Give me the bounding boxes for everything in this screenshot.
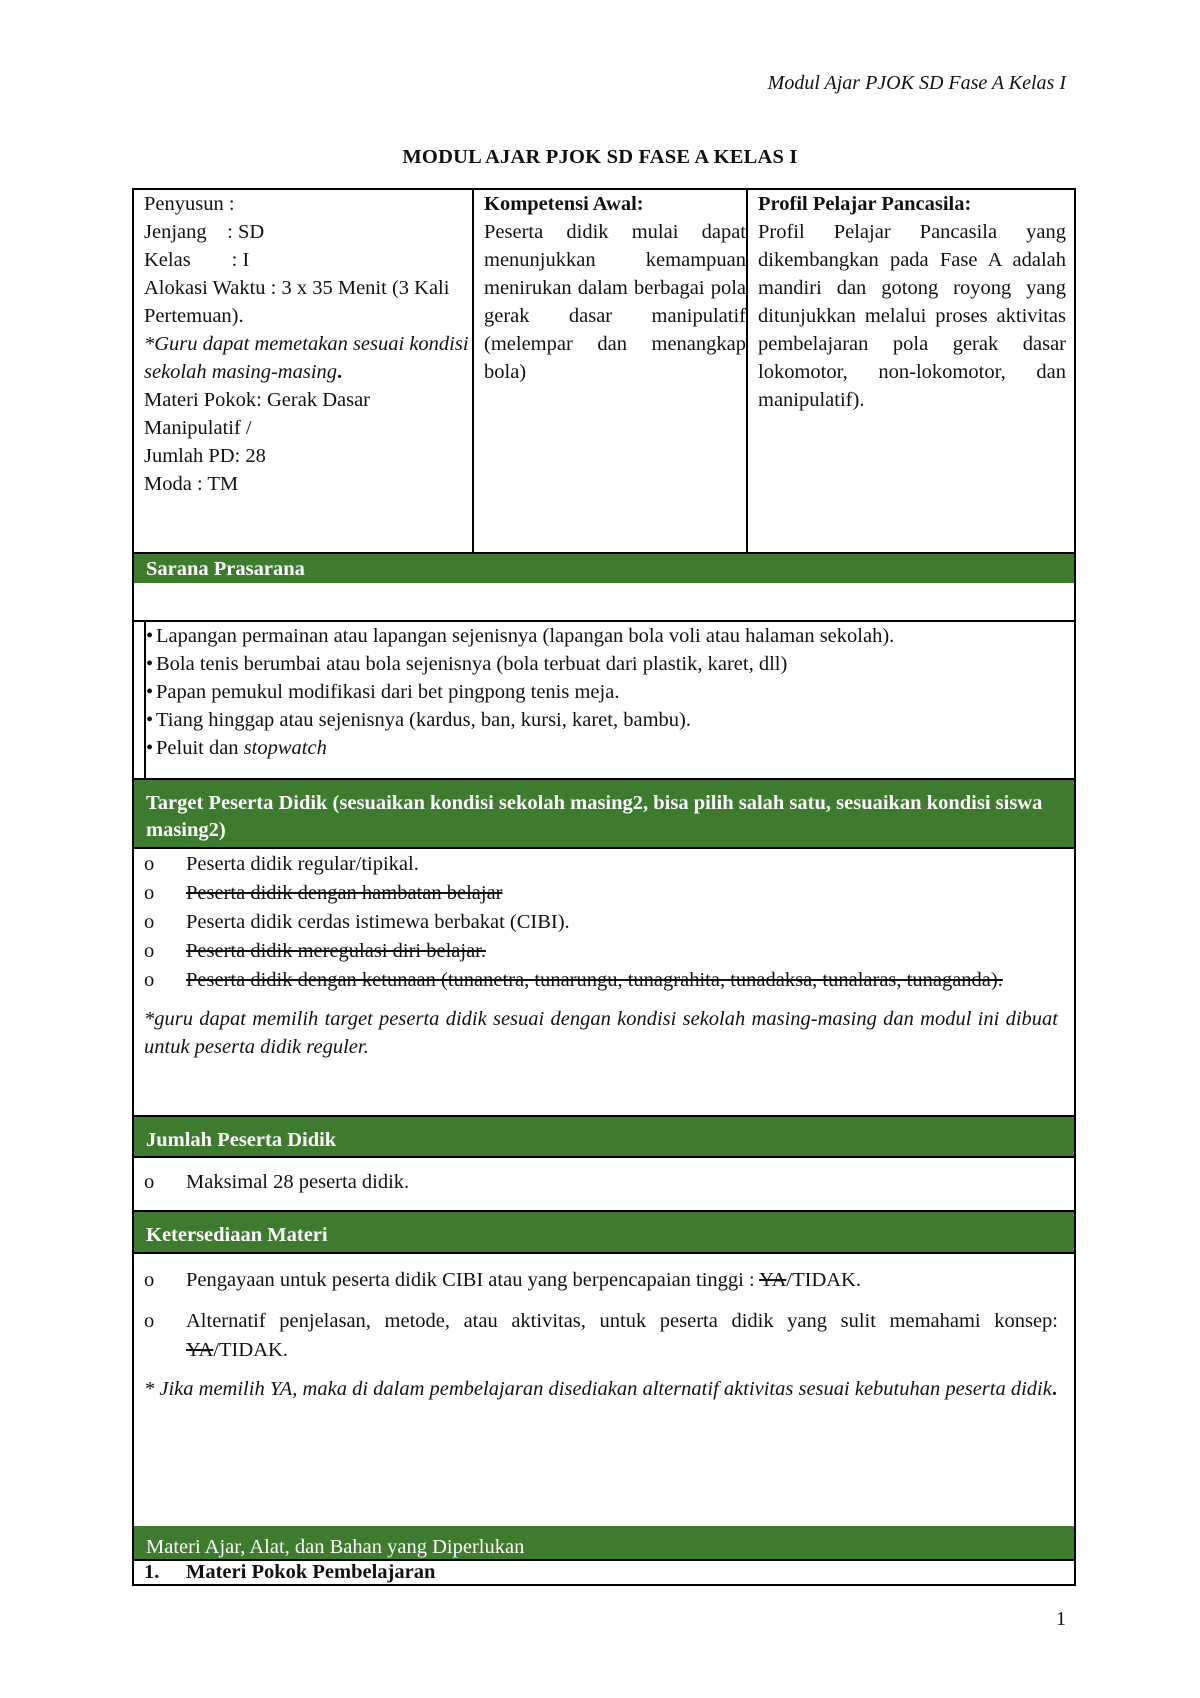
target-item	[144, 966, 1058, 995]
col-divider-2	[746, 190, 748, 554]
stopwatch-text: stopwatch	[243, 737, 327, 759]
target-item	[144, 879, 1058, 908]
target-list	[144, 850, 1058, 1061]
info-col-identity	[144, 190, 469, 498]
target-item-text: Peserta didik dengan hambatan belajar	[186, 882, 503, 904]
row-divider-4	[134, 847, 1074, 849]
alokasi-line: Alokasi Waktu : 3 x 35 Menit (3 Kali Pertemuan).	[144, 277, 450, 327]
penyusun-line: Penyusun :	[144, 193, 235, 215]
kompetensi-heading: Kompetensi Awal:	[484, 193, 644, 215]
sarana-list	[146, 622, 1070, 762]
sarana-item	[146, 734, 1070, 762]
target-item-text: Peserta didik cerdas istimewa berbakat (CIBI).	[186, 911, 570, 933]
guru-note-text: *Guru dapat memetakan sesuai kondisi sekolah masing-masing	[144, 333, 469, 383]
materi-pokok-subheading	[144, 1559, 1058, 1586]
bullet-icon: •	[146, 709, 154, 731]
sarana-item	[146, 650, 1070, 678]
sarana-item	[146, 706, 1070, 734]
jumlah-list	[144, 1168, 1058, 1197]
ketersediaan-item-text: Pengayaan untuk peserta didik CIBI atau yang berpencapaian tinggi :	[186, 1269, 760, 1291]
sarana-item-text: Peluit dan	[156, 737, 244, 759]
page-number: 1	[1056, 1608, 1066, 1630]
bullet-icon: •	[146, 625, 154, 647]
circle-bullet-icon: o	[144, 882, 155, 904]
ketersediaan-note-text: * Jika memilih YA, maka di dalam pembelajaran disediakan alternatif aktivitas sesuai kebutuhan peserta didik	[144, 1378, 1052, 1400]
target-note: *guru dapat memilih target peserta didik sesuai dengan kondisi sekolah masing-masing dan modul ini dibuat untuk peserta didik reguler.	[144, 1008, 1058, 1058]
materi-number: 1.	[144, 1561, 160, 1583]
sarana-item-text: Bola tenis berumbai atau bola sejenisnya (bola terbuat dari plastik, karet, dll)	[156, 653, 788, 675]
circle-bullet-icon: o	[144, 1269, 155, 1291]
guru-note	[144, 330, 469, 386]
ketersediaan-list	[144, 1266, 1063, 1403]
tidak-option: /TIDAK.	[213, 1339, 288, 1361]
col-divider-1	[472, 190, 474, 554]
ya-option: YA	[186, 1339, 214, 1361]
section-header-materi-ajar: Materi Ajar, Alat, dan Bahan yang Diperlukan	[134, 1526, 1074, 1559]
section-header-ketersediaan: Ketersediaan Materi	[134, 1212, 1074, 1252]
target-item	[144, 850, 1058, 879]
bullet-icon: •	[146, 653, 154, 675]
section-header-jumlah: Jumlah Peserta Didik	[134, 1117, 1074, 1156]
ketersediaan-item-text: Alternatif penjelasan, metode, atau aktivitas, untuk peserta didik yang sulit memahami konsep:	[186, 1310, 1063, 1332]
target-item-text: Peserta didik dengan ketunaan (tunanetra, tunarungu, tunagrahita, tunadaksa, tunalaras, tunaganda).	[186, 969, 1003, 991]
jumlah-item	[144, 1168, 1058, 1197]
ketersediaan-note	[144, 1375, 1058, 1403]
bullet-icon: •	[146, 737, 154, 759]
sarana-item-text: Lapangan permainan atau lapangan sejenisnya (lapangan bola voli atau halaman sekolah).	[156, 625, 895, 647]
sarana-item-text: Papan pemukul modifikasi dari bet pingpong tenis meja.	[156, 681, 620, 703]
sarana-item	[146, 678, 1070, 706]
module-table	[132, 188, 1076, 1586]
profil-body: Profil Pelajar Pancasila yang dikembangkan pada Fase A adalah mandiri dan gotong royong yang ditunjukkan melalui proses aktivitas pembelajaran pola gerak dasar lokomotor, non-lokomotor, dan manipulatif).	[758, 221, 1066, 411]
row-divider-6	[134, 1156, 1074, 1158]
circle-bullet-icon: o	[144, 1310, 155, 1332]
jumlah-item-text: Maksimal 28 peserta didik.	[186, 1171, 410, 1193]
bullet-icon: •	[146, 681, 154, 703]
section-header-target: Target Peserta Didik (sesuaikan kondisi sekolah masing2, bisa pilih salah satu, sesuaikan kondisi siswa masing2)	[134, 780, 1074, 847]
section-header-sarana: Sarana Prasarana	[134, 554, 1074, 583]
document-title: MODUL AJAR PJOK SD FASE A KELAS I	[402, 146, 798, 168]
info-col-profil	[758, 190, 1066, 414]
row-divider-8	[134, 1252, 1074, 1254]
target-item-text: Peserta didik meregulasi diri belajar.	[186, 940, 487, 962]
ketersediaan-note-dot: .	[1051, 1378, 1057, 1400]
jenjang-line: Jenjang : SD	[144, 221, 265, 243]
target-item-text: Peserta didik regular/tipikal.	[186, 853, 419, 875]
ya-option: YA	[759, 1269, 787, 1291]
kompetensi-body: Peserta didik mulai dapat menunjukkan kemampuan menirukan dalam berbagai pola gerak dasar manipulatif (melempar dan menangkap bola)	[484, 221, 746, 383]
tidak-option: /TIDAK.	[786, 1269, 861, 1291]
circle-bullet-icon: o	[144, 940, 155, 962]
info-col-kompetensi	[484, 190, 746, 386]
sarana-item	[146, 622, 1070, 650]
materi-title: Materi Pokok Pembelajaran	[186, 1561, 436, 1583]
ketersediaan-item	[144, 1307, 1063, 1365]
circle-bullet-icon: o	[144, 1171, 155, 1193]
circle-bullet-icon: o	[144, 969, 155, 991]
sarana-item-text: Tiang hinggap atau sejenisnya (kardus, ban, kursi, karet, bambu).	[156, 709, 691, 731]
circle-bullet-icon: o	[144, 911, 155, 933]
kelas-line: Kelas : I	[144, 249, 250, 271]
profil-heading: Profil Pelajar Pancasila:	[758, 193, 972, 215]
circle-bullet-icon: o	[144, 853, 155, 875]
jumlah-pd-line: Jumlah PD: 28	[144, 445, 266, 467]
ketersediaan-item	[144, 1266, 1058, 1295]
moda-line: Moda : TM	[144, 473, 239, 495]
target-item	[144, 908, 1058, 937]
guru-note-dot: .	[337, 361, 343, 383]
target-item	[144, 937, 1058, 966]
materi-pokok-line: Materi Pokok: Gerak Dasar Manipulatif /	[144, 389, 371, 439]
running-header: Modul Ajar PJOK SD Fase A Kelas I	[767, 72, 1066, 94]
